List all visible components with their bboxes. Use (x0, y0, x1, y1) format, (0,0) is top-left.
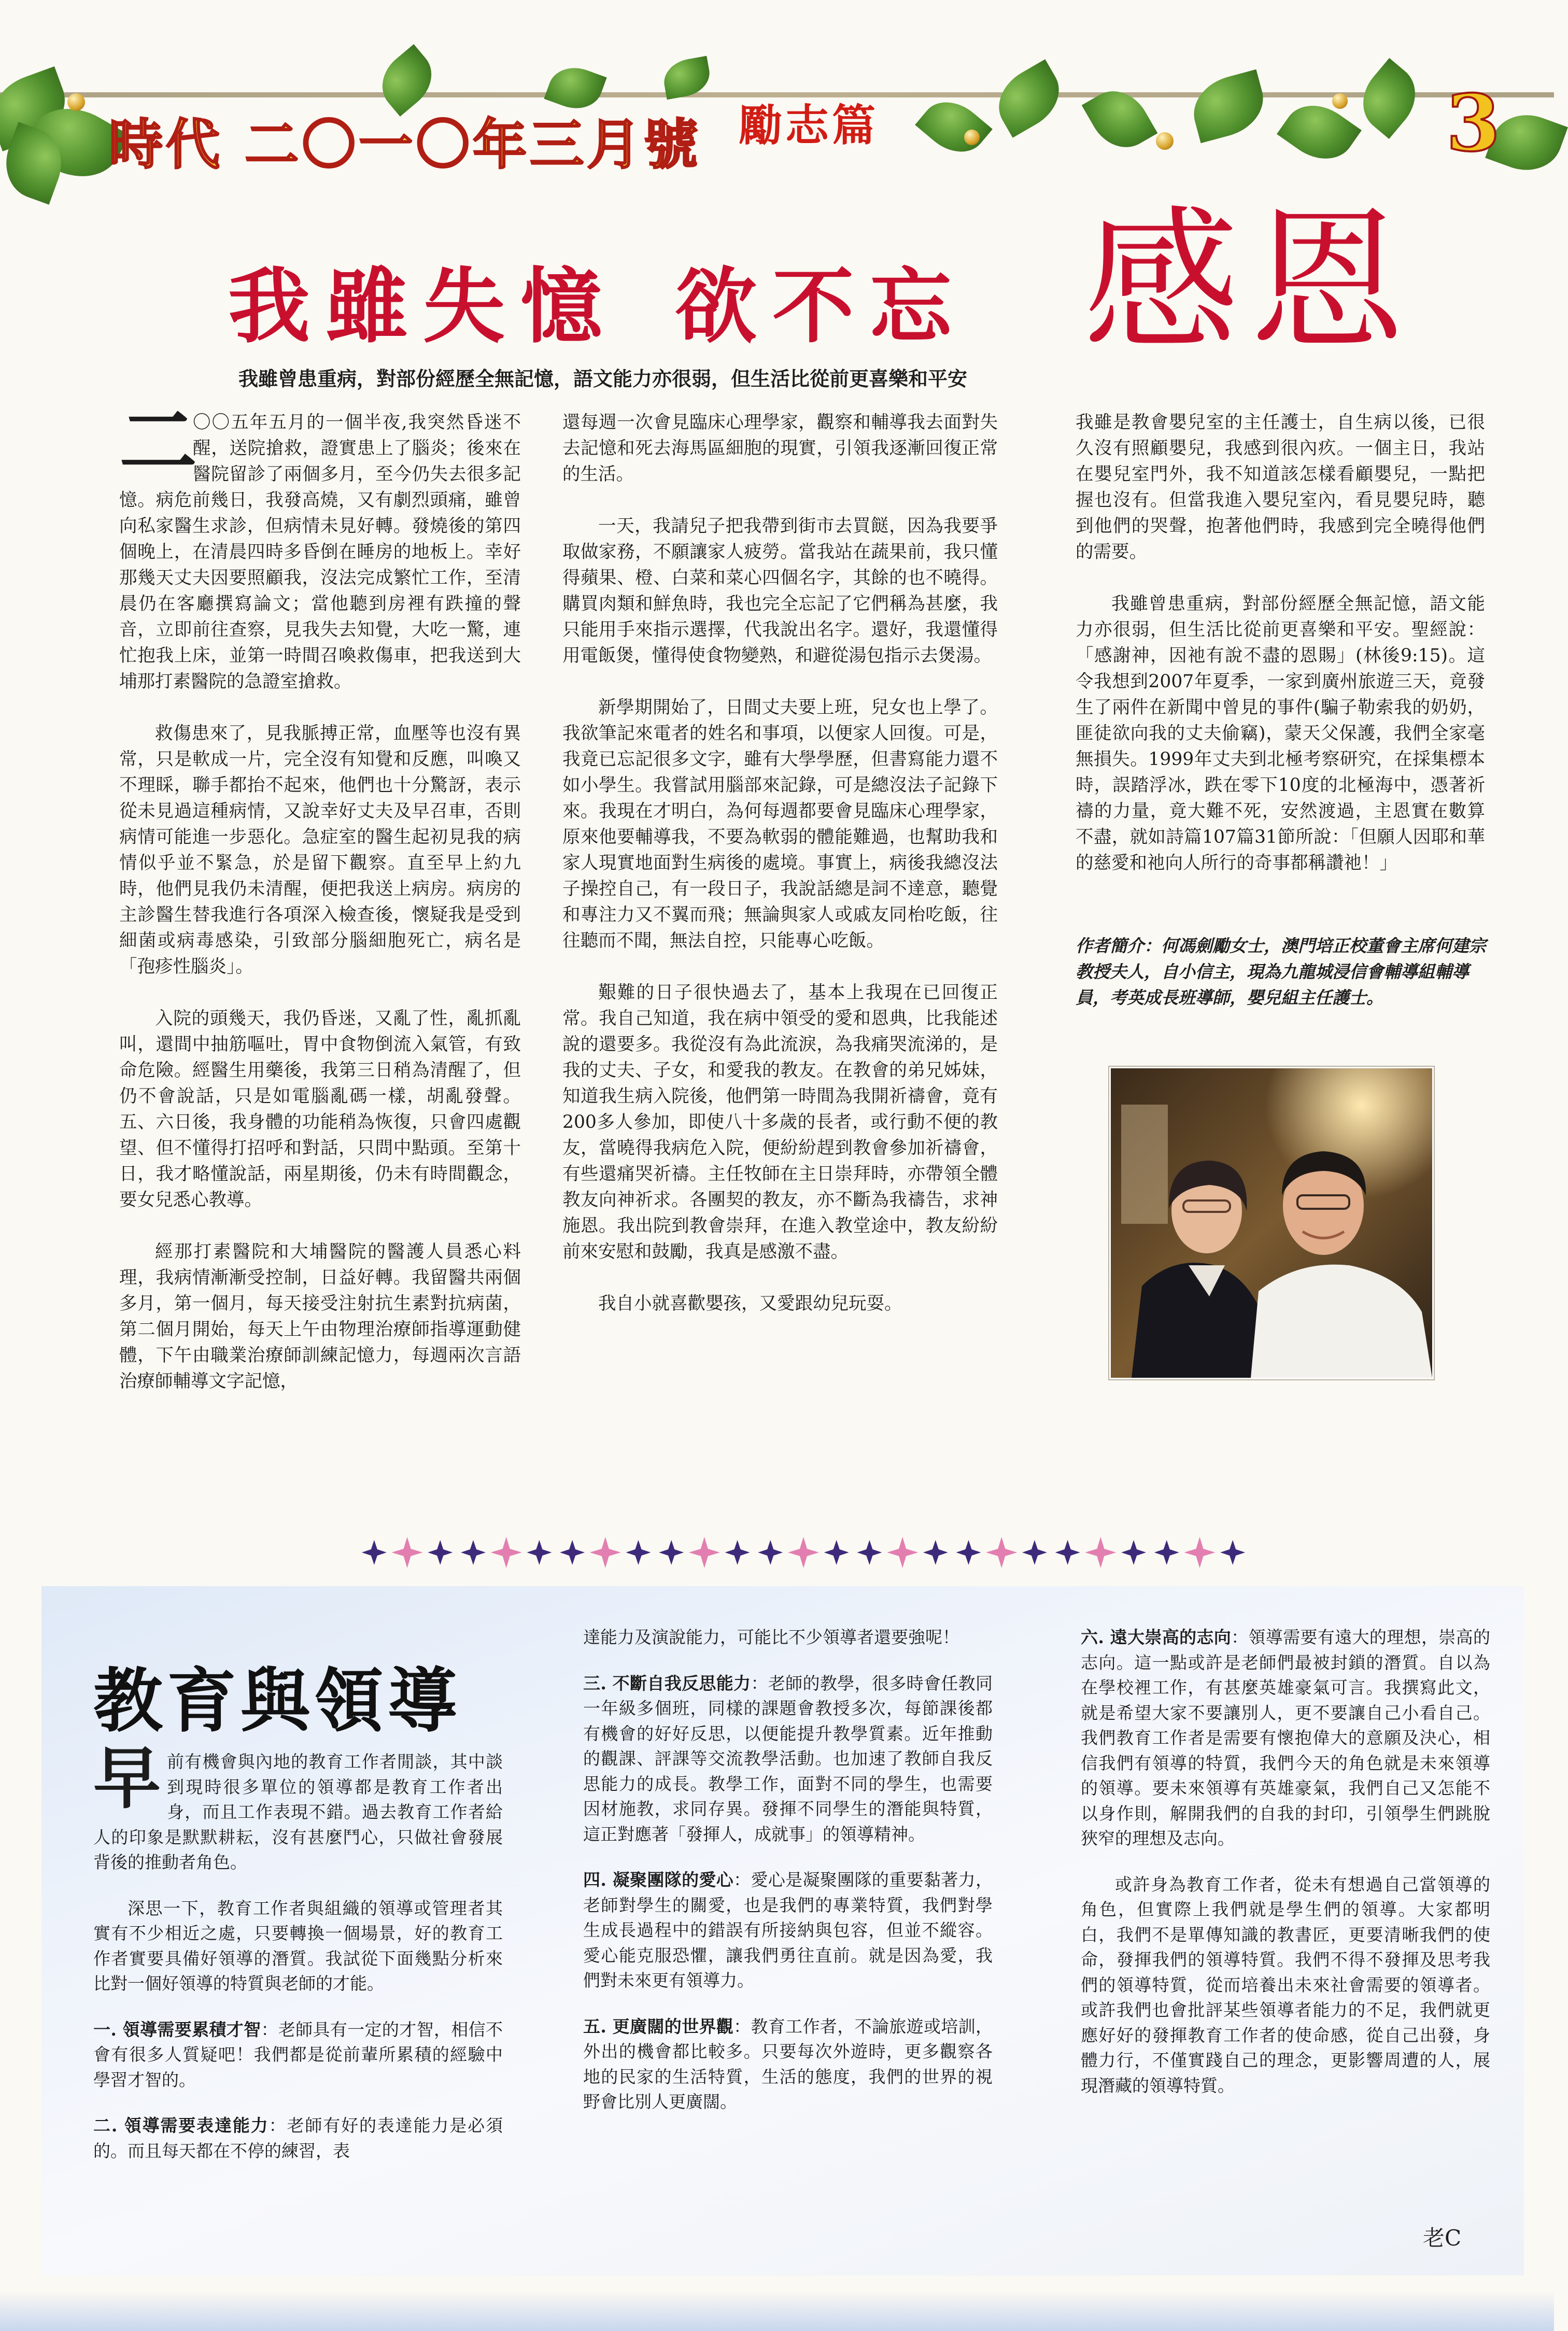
diamond-star (986, 1537, 1017, 1568)
diamond-star (1085, 1537, 1116, 1568)
leaf-decoration (987, 59, 1071, 138)
star-divider (358, 1529, 1249, 1576)
point-heading: 四. 凝聚團隊的愛心 (583, 1870, 734, 1890)
paragraph: 二. 領導需要表達能力：老師有好的表達能力是必須的。而且每天都在不停的練習，表 (93, 2115, 503, 2161)
diamond-star (626, 1540, 651, 1565)
diamond-star (362, 1540, 387, 1565)
page-number: 3 (1446, 78, 1501, 169)
diamond-star (758, 1540, 783, 1565)
article-title-part2: 欲不忘 (675, 259, 967, 355)
article-title (228, 241, 967, 359)
diamond-star (788, 1537, 819, 1568)
diamond-star (428, 1540, 453, 1565)
leaf-decoration (1186, 69, 1271, 143)
drop-cap: 早 (93, 1739, 161, 1818)
section-tag: 勵志篇 (739, 100, 879, 151)
diamond-star (857, 1540, 882, 1565)
paragraph: 新學期開始了，日間丈夫要上班，兒女也上學了。我欲筆記來電者的姓名和事項，以便家人回復。可是，我竟已忘記很多文字，雖有大學學歷，但書寫能力還不如小學生。我嘗試用腦部來記錄，可是總沒法子記錄下來。我現在才明白，為何每週都要會見臨床心理學家，原來他要輔導我，不要為軟弱的體能難過，也幫助我和家人現實地面對生病後的處境。事實上，病後我總沒法子操控自己，有一段日子，我說話總是詞不達意，聽覺和專注力又不翼而飛；無論與家人或戚友同枱吃飯，往往聽而不聞，無法自控，只能專心吃飯。 (562, 697, 998, 951)
paragraph: 深思一下，教育工作者與組織的領導或管理者其實有不少相近之處，只要轉換一個場景，好的教育工作者實要具備好領導的潛質。我試從下面幾點分析來比對一個好領導的特質與老師的才能。 (93, 1898, 503, 1994)
leaf-decoration (1082, 79, 1158, 159)
point-heading: 一. 領導需要累積才智 (93, 2019, 261, 2040)
paragraph: 還每週一次會見臨床心理學家，觀察和輔導我去面對失去記憶和死去海馬區細胞的現實，引領我逐漸回復正常的生活。 (562, 412, 998, 485)
diamond-star (725, 1540, 750, 1565)
diamond-star (659, 1540, 684, 1565)
paragraph: 經那打素醫院和大埔醫院的醫護人員悉心料理，我病情漸漸受控制，日益好轉。我留醫共兩個多月，第一個月，每天接受注射抗生素對抗病菌，第二個月開始，每天上午由物理治療師指導運動健體，下午由職業治療師訓練記憶力，每週兩次言語治療師輔導文字記憶， (119, 1241, 521, 1392)
article2-column-3 (1081, 1625, 1490, 2119)
paragraph: 四. 凝聚團隊的愛心：愛心是凝聚團隊的重要黏著力，老師對學生的關愛，也是我們的專業特質，我們對學生成長過程中的錯誤有所接納與包容，但並不縱容。愛心能克服恐懼，讓我們勇往直前。就是因為愛，我們對未來更有領導力。 (583, 1870, 993, 1990)
paragraph: 我自小就喜歡嬰孩，又愛跟幼兒玩耍。 (598, 1293, 902, 1314)
paragraph: 六. 遠大崇高的志向：領導需要有遠大的理想，崇高的志向。這一點或許是老師們最被封鎖的潛質。自以為在學校裡工作，有甚麼英雄豪氣可言。我撰寫此文，就是希望大家不要讓別人，更不要讓自己小看自己。我們教育工作者是需要有懷抱偉大的意願及決心，相信我們有領導的特質，我們今天的角色就是未來領導的領導。要未來領導有英雄豪氣，我們自己又怎能不以身作則，解開我們的自我的封印，引領學生們跳脫狹窄的理想及志向。 (1081, 1627, 1491, 1848)
article-subtitle: 我雖曾患重病，對部份經歷全無記憶，語文能力亦很弱，但生活比從前更喜樂和平安 (238, 367, 968, 390)
paragraph: 一天，我請兒子把我帶到街市去買餸，因為我要爭取做家務，不願讓家人疲勞。當我站在蔬果前，我只懂得蘋果、橙、白菜和菜心四個名字，其餘的也不曉得。購買肉類和鮮魚時，我也完全忘記了它們稱為甚麼，我只能用手來指示選擇，代我說出名字。還好，我還懂得用電飯煲，懂得使食物變熟，和避從湯包指示去煲湯。 (562, 516, 998, 666)
diamond-star (689, 1537, 720, 1568)
diamond-star (461, 1540, 486, 1565)
diamond-star (527, 1540, 552, 1565)
header-band (0, 0, 1554, 223)
article2-column-2 (583, 1625, 993, 2136)
diamond-star (1121, 1540, 1146, 1565)
author-bio: 作者簡介：何馮劍勵女士，澳門培正校董會主席何建宗教授夫人，自小信主，現為九龍城浸信會輔導組輔導員，考英成長班導師，嬰兒組主任護士。 (1076, 936, 1486, 1008)
paragraph: 早前有機會與內地的教育工作者閒談，其中談到現時很多單位的領導都是教育工作者出身，而且工作表現不錯。過去教育工作者給人的印象是默默耕耘，沒有甚麼鬥心，只做社會發展背後的推動者角色。 (93, 1739, 503, 1872)
diamond-star (560, 1540, 585, 1565)
berry-decoration (1156, 132, 1174, 150)
paragraph: 艱難的日子很快過去了，基本上我現在已回復正常。我自己知道，我在病中領受的愛和恩典，比我能述說的還要多。我從沒有為此流淚，為我痛哭流涕的，是我的丈夫、子女，和愛我的教友。在教會的弟兄姊妹，知道我生病入院後，他們第一時間為我開祈禱會，竟有200多人參加，即使八十多歲的長者，或行動不便的教友，當曉得我病危入院，便紛紛趕到教會參加祈禱會，有些還痛哭祈禱。主任牧師在主日崇拜時，亦帶領全體教友向神祈求。各團契的教友，亦不斷為我禱告，求神施恩。我出院到教會崇拜，在進入教堂途中，教友紛紛前來安慰和鼓勵，我真是感激不盡。 (562, 982, 998, 1262)
diamond-star (887, 1537, 918, 1568)
article-column-3 (1076, 409, 1485, 902)
diamond-star (392, 1537, 423, 1568)
diamond-star (956, 1540, 981, 1565)
berry-decoration (1332, 93, 1348, 109)
berry-decoration (67, 93, 85, 111)
paragraph: 救傷患來了，見我脈搏正常，血壓等也沒有異常，只是軟成一片，完全沒有知覺和反應，叫喚又不理睬，聯手都抬不起來，他們也十分驚訝，表示從未見過這種病情，又說幸好丈夫及早召車，否則病情可能進一步惡化。急症室的醫生起初見我的病情似乎並不緊急，於是留下觀察。直至早上約九時，他們見我仍未清醒，便把我送上病房。病房的主診醫生替我進行各項深入檢查後，懷疑我是受到細菌或病毒感染，引致部分腦細胞死亡，病名是「孢疹性腦炎」。 (119, 723, 521, 977)
article-title-part1: 我雖失憶 (228, 259, 618, 355)
photo-illustration (1111, 1068, 1432, 1378)
paragraph: 或許身為教育工作者，從未有想過自己當領導的角色，但實際上我們就是學生們的領導。大家都明白，我們不是單傳知識的教書匠，更要清晰我們的使命，發揮我們的領導特質。我們不得不發揮及思考我們的領導特質，從而培養出未來社會需要的領導者。或許我們也會批評某些領導者能力的不足，我們就更應好好的發揮教育工作者的使命感，從自己出發，身體力行，不僅實踐自己的理念，更影響周遭的人，展現潛藏的領導特質。 (1081, 1874, 1490, 2096)
paragraph: 一. 領導需要累積才智：老師具有一定的才智，相信不會有很多人質疑吧！我們都是從前輩所累積的經驗中學習才智的。 (93, 2019, 503, 2090)
page-bottom-band (0, 2291, 1554, 2331)
diamond-star (590, 1537, 621, 1568)
diamond-star (1055, 1540, 1080, 1565)
diamond-star (1154, 1540, 1179, 1565)
leaf-decoration (1277, 92, 1362, 173)
paragraph: 二 〇〇五年五月的一個半夜,我突然昏迷不醒，送院搶救，證實患上了腦炎；後來在醫院留診了兩個多月，至今仍失去很多記憶。病危前幾日，我發高燒，又有劇烈頭痛，雖曾向私家醫生求診，但病情未見好轉。發燒後的第四個晚上，在清晨四時多昏倒在睡房的地板上。幸好那幾天丈夫因要照顧我，沒法完成繁忙工作，至清晨仍在客廳撰寫論文；當他聽到房裡有跌撞的聲音，立即前往查察，見我失去知覺，大吃一驚，連忙抱我上床，並第一時間召喚救傷車，把我送到大埔那打素醫院的急證室搶救。 (119, 396, 521, 692)
point-heading: 三. 不斷自我反思能力 (583, 1673, 751, 1693)
drop-cap: 二 (119, 396, 197, 487)
article-column-2 (562, 409, 998, 1343)
diamond-star (923, 1540, 948, 1565)
berry-decoration (964, 130, 980, 145)
diamond-star (1220, 1540, 1245, 1565)
point-heading: 五. 更廣闊的世界觀 (583, 2016, 734, 2037)
leaf-decoration (1349, 58, 1429, 139)
paragraph: 我雖是教會嬰兒室的主任護士，自生病以後，已很久沒有照顧嬰兒，我感到很內疚。一個主日，我站在嬰兒室門外，我不知道該怎樣看顧嬰兒，一點把握也沒有。但當我進入嬰兒室內，看見嬰兒時，聽到他們的哭聲，抱著他們時，我感到完全曉得他們的需要。 (1076, 412, 1485, 562)
article2-title: 教育與領導 (93, 1660, 462, 1742)
diamond-star (1022, 1540, 1047, 1565)
author-signoff: 老C (1423, 2225, 1462, 2251)
couple-photo (1109, 1067, 1434, 1379)
paragraph: 三. 不斷自我反思能力：老師的教學，很多時會任教同一年級多個班，同樣的課題會教授多次，每節課後都有機會的好好反思，以便能提升教學質素。近年推動的觀課、評課等交流教學活動。也加速了教師自我反思能力的成長。教學工作，面對不同的學生，也需要因材施教，求同存異。發揮不同學生的潛能與特質，這正對應著「發揮人，成就事」的領導精神。 (583, 1673, 993, 1844)
article-title-emphasis: 感恩 (1083, 192, 1415, 373)
diamond-star (824, 1540, 849, 1565)
article2-column-1 (93, 1739, 503, 2184)
paragraph: 五. 更廣闊的世界觀：教育工作者，不論旅遊或培訓，外出的機會都比較多。只要每次外遊時，更多觀察各地的民家的生活特質，生活的態度，我們的世界的視野會比別人更廣闊。 (583, 2016, 993, 2112)
diamond-star-row (358, 1529, 1249, 1576)
point-heading: 二. 領導需要表達能力 (93, 2115, 269, 2136)
diamond-star (491, 1537, 522, 1568)
paragraph: 我雖曾患重病，對部份經歷全無記憶，語文能力亦很弱，但生活比從前更喜樂和平安。聖經說：「感謝神，因祂有說不盡的恩賜」(林後9:15)。這令我想到2007年夏季，一家到廣州旅遊三天，竟發生了兩件在新聞中曾見的事件(騙子勒索我的奶奶，匪徒欲向我的丈夫偷竊)，蒙天父保護，我們全家毫無損失。1999年丈夫到北極考察研究，在採集標本時，誤踏浮冰，跌在零下10度的北極海中，憑著祈禱的力量，竟大難不死，安然渡過，主恩實在數算不盡，就如詩篇107篇31節所說：「但願人因耶和華的慈愛和祂向人所行的奇事都稱讚祂！」 (1076, 594, 1485, 873)
article-column-1 (119, 396, 521, 1420)
point-heading: 六. 遠大崇高的志向 (1081, 1627, 1232, 1647)
paragraph: 達能力及演說能力，可能比不少領導者還要強呢！ (583, 1627, 959, 1647)
paragraph: 入院的頭幾天，我仍昏迷，又亂了性，亂抓亂叫，還間中抽筋嘔吐，胃中食物倒流入氣管，有致命危險。經醫生用藥後，我第三日稍為清醒了，但仍不會說話，只是如電腦亂碼一樣，胡亂發聲。五、六日後，我身體的功能稍為恢復，只會四處觀望、但不懂得打招呼和對話，只問中點頭。至第十日，我才略懂說話，兩星期後，仍未有時間觀念，要女兒悉心教導。 (119, 1008, 521, 1210)
diamond-star (1184, 1537, 1215, 1568)
leaf-decoration (915, 89, 993, 165)
masthead: 時代 二〇一〇年三月號 (109, 112, 701, 176)
